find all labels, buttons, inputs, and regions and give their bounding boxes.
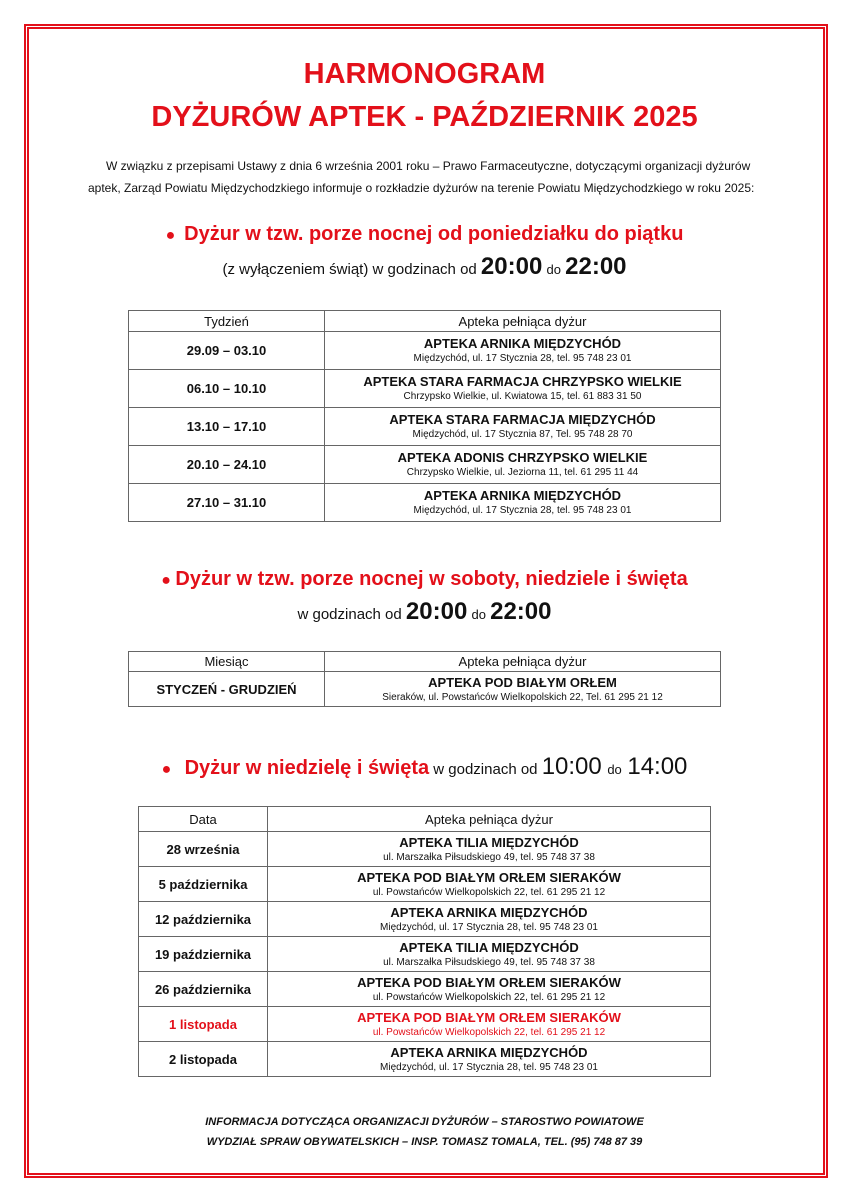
footer-line-1: INFORMACJA DOTYCZĄCA ORGANIZACJI DYŻURÓW – STAROSTWO POWIATOWE (205, 1116, 644, 1128)
table-row (129, 332, 721, 370)
pharmacy-address: Chrzypsko Wielkie, ul. Jeziorna 11, tel. 61 295 11 44 (406, 467, 639, 478)
pharmacy-cell (325, 446, 721, 484)
pharmacy-name: APTEKA ADONIS CHRZYPSKO WIELKIE (397, 450, 648, 465)
pharmacy-address: Międzychód, ul. 17 Stycznia 28, tel. 95 748 23 01 (413, 353, 632, 364)
table-row (139, 867, 711, 902)
column-header: Apteka pełniąca dyżur (325, 652, 721, 672)
pharmacy-name: APTEKA ARNIKA MIĘDZYCHÓD (423, 488, 622, 503)
pharmacy-cell (268, 867, 711, 902)
pharmacy-address: Międzychód, ul. 17 Stycznia 28, tel. 95 748 23 01 (380, 1061, 598, 1073)
pharmacy-cell (268, 902, 711, 937)
table-row (139, 902, 711, 937)
row-key: 2 listopada (139, 1042, 268, 1077)
table-row (129, 408, 721, 446)
section1-heading: ● Dyżur w tzw. porze nocnej od poniedziałku do piątku (165, 223, 684, 245)
weekend-duty-table (128, 651, 721, 707)
table-row (139, 832, 711, 867)
pharmacy-name: APTEKA ARNIKA MIĘDZYCHÓD (390, 1044, 588, 1060)
section3-heading: ● Dyżur w niedzielę i święta w godzinach od 10:00 do 14:00 (161, 753, 688, 780)
row-key: 06.10 – 10.10 (129, 370, 325, 408)
column-header: Data (139, 807, 268, 832)
bullet-icon: ● (165, 227, 185, 244)
table-row (139, 1007, 711, 1042)
row-key: 13.10 – 17.10 (129, 408, 325, 446)
table-row (139, 1042, 711, 1077)
section2-heading: ● Dyżur w tzw. porze nocnej w soboty, niedziele i święta (161, 568, 688, 590)
sunday-duty-table (138, 806, 711, 1077)
pharmacy-address: Chrzypsko Wielkie, ul. Kwiatowa 15, tel. 61 883 31 50 (403, 391, 642, 402)
row-key: 27.10 – 31.10 (129, 484, 325, 522)
intro-line-2: aptek, Zarząd Powiatu Międzychodzkiego informuje o rozkładzie dyżurów na terenie Powiatu Międzychodzkiego w roku 2025: (88, 181, 755, 195)
row-key: 29.09 – 03.10 (129, 332, 325, 370)
column-header: Apteka pełniąca dyżur (268, 807, 711, 832)
pharmacy-address: ul. Powstańców Wielkopolskich 22, tel. 61 295 21 12 (372, 886, 606, 898)
pharmacy-cell (325, 332, 721, 370)
section1-hours: (z wyłączeniem świąt) w godzinach od 20:00 do 22:00 (222, 253, 627, 280)
pharmacy-cell (268, 937, 711, 972)
column-header: Apteka pełniąca dyżur (325, 311, 721, 332)
column-header: Tydzień (129, 311, 325, 332)
pharmacy-cell (268, 832, 711, 867)
row-key: STYCZEŃ - GRUDZIEŃ (129, 672, 325, 707)
table-row (139, 972, 711, 1007)
pharmacy-name: APTEKA TILIA MIĘDZYCHÓD (399, 939, 579, 955)
pharmacy-name: APTEKA STARA FARMACJA CHRZYPSKO WIELKIE (363, 374, 682, 389)
pharmacy-name: APTEKA POD BIAŁYM ORŁEM SIERAKÓW (357, 1009, 621, 1025)
intro-paragraph (88, 155, 778, 199)
pharmacy-address: ul. Marszałka Piłsudskiego 49, tel. 95 748 37 38 (383, 956, 595, 968)
weekday-duty-table (128, 310, 721, 522)
pharmacy-address: Międzychód, ul. 17 Stycznia 87, Tel. 95 748 28 70 (412, 429, 633, 440)
pharmacy-cell (268, 1007, 711, 1042)
bullet-icon: ● (161, 761, 185, 778)
row-key: 1 listopada (139, 1007, 268, 1042)
row-key: 5 października (139, 867, 268, 902)
intro-line-1: W związku z przepisami Ustawy z dnia 6 września 2001 roku – Prawo Farmaceutyczne, dotyczącymi organizacji dyżurów (106, 159, 751, 173)
table-row (129, 370, 721, 408)
page-title (0, 57, 849, 134)
footer (0, 1112, 849, 1152)
pharmacy-name: APTEKA POD BIAŁYM ORŁEM SIERAKÓW (357, 974, 621, 990)
pharmacy-cell (268, 972, 711, 1007)
pharmacy-address: Sieraków, ul. Powstańców Wielkopolskich 22, Tel. 61 295 21 12 (382, 691, 663, 703)
row-key: 12 października (139, 902, 268, 937)
pharmacy-cell (325, 408, 721, 446)
pharmacy-name: APTEKA ARNIKA MIĘDZYCHÓD (423, 336, 622, 351)
row-key: 19 października (139, 937, 268, 972)
column-header: Miesiąc (129, 652, 325, 672)
pharmacy-name: APTEKA POD BIAŁYM ORŁEM (428, 674, 617, 690)
footer-line-2: WYDZIAŁ SPRAW OBYWATELSKICH – INSP. TOMASZ TOMALA, TEL. (95) 748 87 39 (206, 1136, 643, 1148)
row-key: 28 września (139, 832, 268, 867)
pharmacy-address: ul. Powstańców Wielkopolskich 22, tel. 61 295 21 12 (372, 1026, 606, 1038)
pharmacy-cell (268, 1042, 711, 1077)
pharmacy-name: APTEKA STARA FARMACJA MIĘDZYCHÓD (389, 412, 656, 427)
pharmacy-cell (325, 370, 721, 408)
bullet-icon: ● (161, 572, 176, 589)
table-row (139, 937, 711, 972)
pharmacy-address: Międzychód, ul. 17 Stycznia 28, tel. 95 748 23 01 (380, 921, 598, 933)
pharmacy-name: APTEKA TILIA MIĘDZYCHÓD (399, 834, 579, 850)
section2-hours: w godzinach od 20:00 do 22:00 (297, 598, 552, 625)
pharmacy-address: ul. Marszałka Piłsudskiego 49, tel. 95 748 37 38 (383, 851, 595, 863)
row-key: 26 października (139, 972, 268, 1007)
row-key: 20.10 – 24.10 (129, 446, 325, 484)
table-row (129, 484, 721, 522)
pharmacy-address: Międzychód, ul. 17 Stycznia 28, tel. 95 748 23 01 (413, 505, 632, 516)
title-line-2: DYŻURÓW APTEK - PAŹDZIERNIK 2025 (151, 101, 698, 133)
pharmacy-name: APTEKA POD BIAŁYM ORŁEM SIERAKÓW (357, 869, 621, 885)
pharmacy-cell (325, 672, 721, 707)
title-line-1: HARMONOGRAM (303, 58, 546, 90)
pharmacy-name: APTEKA ARNIKA MIĘDZYCHÓD (390, 904, 588, 920)
table-row (129, 672, 721, 707)
pharmacy-address: ul. Powstańców Wielkopolskich 22, tel. 61 295 21 12 (372, 991, 606, 1003)
pharmacy-cell (325, 484, 721, 522)
table-row (129, 446, 721, 484)
